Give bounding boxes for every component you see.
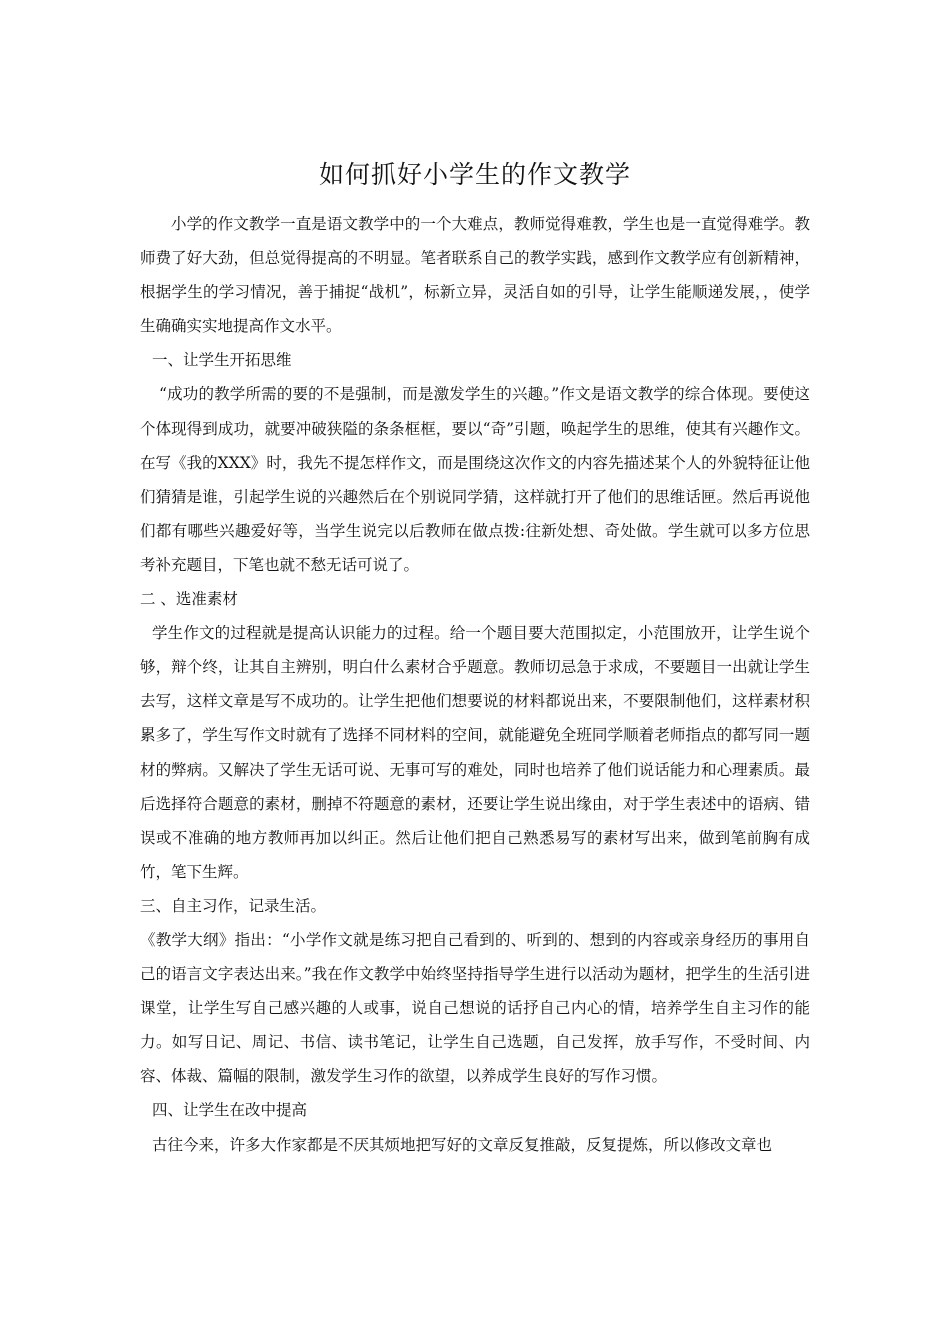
section-heading-1: 一、让学生开拓思维 [152, 351, 292, 370]
section-body-1: “成功的教学所需的要的不是强制，而是激发学生的兴趣。”作文是语文教学的综合体现。要使这个体现得到成功，就要冲破狭隘的条条框框，要以“奇”引题，唤起学生的思维，使其有兴趣作文。在写《我的XXX》时，我先不提怎样作文，而是围绕这次作文的内容先描述某个人的外貌特征让他们猜猜是谁，引起学生说的兴趣然后在个别说同学猜，这样就打开了他们的思维话匣。然后再说他们都有哪些兴趣爱好等，当学生说完以后教师在做点拨:往新处想、奇处做。学生就可以多方位思考补充题目，下笔也就不愁无话可说了。 [140, 385, 810, 574]
section-heading-3: 三、自主习作，记录生活。 [140, 896, 327, 915]
document-title: 如何抓好小学生的作文教学 [318, 160, 631, 189]
intro-paragraph: 小学的作文教学一直是语文教学中的一个大难点，教师觉得难教，学生也是一直觉得难学。教师费了好大劲，但总觉得提高的不明显。笔者联系自己的教学实践，感到作文教学应有创新精神，根据学生的学习情况，善于捕捉“战机”，标新立异，灵活自如的引导，让学生能顺递发展，，使学生确确实实地提高作文水平。 [140, 215, 810, 336]
document-body [140, 207, 810, 1162]
section-heading-2: 二 、选准素材 [140, 590, 238, 609]
section-heading-4: 四、让学生在改中提高 [152, 1101, 308, 1120]
section-body-4: 古往今来，许多大作家都是不厌其烦地把写好的文章反复推敲，反复提炼，所以修改文章也 [152, 1135, 773, 1154]
section-body-2: 学生作文的过程就是提高认识能力的过程。给一个题目要大范围拟定，小范围放开，让学生说个够，辩个终，让其自主辨别，明白什么素材合乎题意。教师切忌急于求成，不要题目一出就让学生去写，这样文章是写不成功的。让学生把他们想要说的材料都说出来，不要限制他们，这样素材积累多了，学生写作文时就有了选择不同材料的空间，就能避免全班同学顺着老师指点的都写同一题材的弊病。又解决了学生无话可说、无事可写的难处，同时也培养了他们说话能力和心理素质。最后选择符合题意的素材，删掉不符题意的素材，还要让学生说出缘由，对于学生表述中的语病、错误或不准确的地方教师再加以纠正。然后让他们把自己熟悉易写的素材写出来，做到笔前胸有成竹，笔下生辉。 [140, 624, 810, 881]
section-body-3: 《教学大纲》指出：“小学作文就是练习把自己看到的、听到的、想到的内容或亲身经历的事用自己的语言文字表达出来。”我在作文教学中始终坚持指导学生进行以活动为题材，把学生的生活引进课堂，让学生写自己感兴趣的人或事，说自己想说的话抒自己内心的情，培养学生自主习作的能力。如写日记、周记、书信、读书笔记，让学生自己选题，自己发挥，放手写作，不受时间、内容、体裁、篇幅的限制，激发学生习作的欲望，以养成学生良好的写作习惯。 [140, 930, 810, 1086]
